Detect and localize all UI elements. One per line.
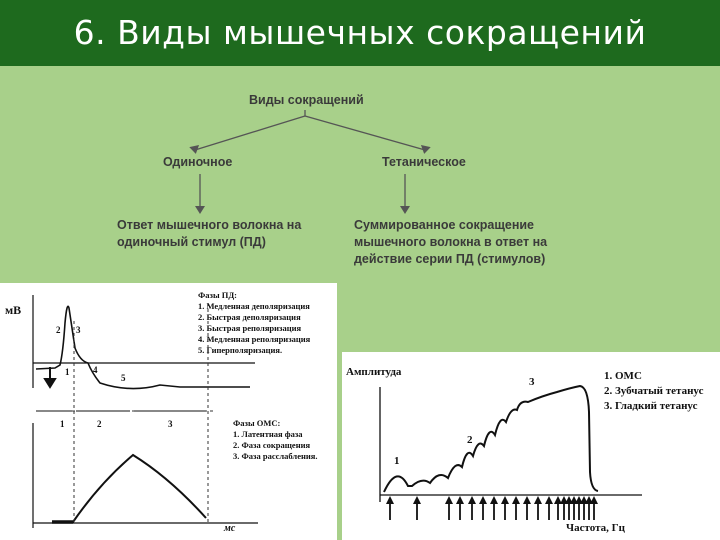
curve-marker-2: 2: [467, 434, 473, 446]
stimulus-arrow-head: [386, 496, 394, 504]
omc-marker-3: 3: [168, 419, 173, 429]
stimulus-arrow-head: [545, 496, 553, 504]
ap-phase-4: 4. Медленная реполяризация: [198, 334, 311, 344]
omc-phase-1: 1. Латентная фаза: [233, 429, 303, 439]
ap-marker-1: 1: [65, 367, 70, 377]
tree-node-tetanic: Тетаническое: [382, 155, 466, 169]
stimulus-arrow-head: [490, 496, 498, 504]
curve-marker-1: 1: [394, 455, 400, 467]
tree-root: Виды сокращений: [249, 93, 364, 107]
stimulus-arrows: [386, 496, 598, 520]
stimulus-arrow-head: [468, 496, 476, 504]
ap-marker-3: 3: [76, 325, 81, 335]
legend-item-3: 3. Гладкий тетанус: [604, 400, 698, 412]
curve-marker-3: 3: [529, 376, 535, 388]
frequency-axis-label: Частота, Гц: [566, 522, 625, 534]
tree-desc-tetanic-line-3: действие серии ПД (стимулов): [354, 252, 546, 266]
ap-y-unit: мВ: [5, 303, 22, 317]
ap-omc-figure: [0, 283, 337, 540]
tetanus-figure: [342, 352, 720, 540]
ap-phase-2: 2. Быстрая деполяризация: [198, 312, 301, 322]
tree-desc-single-line-1: Ответ мышечного волокна на: [117, 218, 302, 232]
stimulus-arrow-head: [523, 496, 531, 504]
tree-desc-tetanic-line-1: Суммированное сокращение: [354, 218, 535, 232]
legend-item-1: 1. ОМС: [604, 370, 642, 382]
omc-x-unit: мс: [224, 523, 236, 534]
ap-phase-5: 5. Гиперполяризация.: [198, 345, 283, 355]
omc-phases-title: Фазы ОМС:: [233, 418, 281, 428]
amplitude-axis-label: Амплитуда: [346, 366, 402, 378]
classification-tree: [0, 66, 720, 286]
omc-marker-1: 1: [60, 419, 65, 429]
page-title: 6. Виды мышечных сокращений: [73, 13, 647, 52]
stimulus-arrow-head: [445, 496, 453, 504]
ap-phase-3: 3. Быстрая реполяризация: [198, 323, 302, 333]
stimulus-arrow-head: [413, 496, 421, 504]
ap-marker-2: 2: [56, 325, 61, 335]
tree-desc-single-line-2: одиночный стимул (ПД): [117, 235, 266, 249]
ap-phase-1: 1. Медленная деполяризация: [198, 301, 310, 311]
stimulus-arrow-head: [456, 496, 464, 504]
stimulus-arrow-head: [479, 496, 487, 504]
tree-node-single: Одиночное: [163, 155, 233, 169]
ap-phases-title: Фазы ПД:: [198, 290, 238, 300]
omc-phase-3: 3. Фаза расслабления.: [233, 451, 318, 461]
tree-desc-tetanic-line-2: мышечного волокна в ответ на: [354, 235, 548, 249]
omc-phase-2: 2. Фаза сокращения: [233, 440, 311, 450]
stimulus-arrow-head: [501, 496, 509, 504]
stimulus-arrow-head: [590, 496, 598, 504]
omc-marker-2: 2: [97, 419, 102, 429]
stimulus-arrow-head: [512, 496, 520, 504]
stimulus-arrow-head: [534, 496, 542, 504]
ap-marker-4: 4: [93, 365, 98, 375]
legend-item-2: 2. Зубчатый тетанус: [604, 385, 704, 397]
header-bar: [0, 0, 720, 66]
ap-marker-5: 5: [121, 373, 126, 383]
